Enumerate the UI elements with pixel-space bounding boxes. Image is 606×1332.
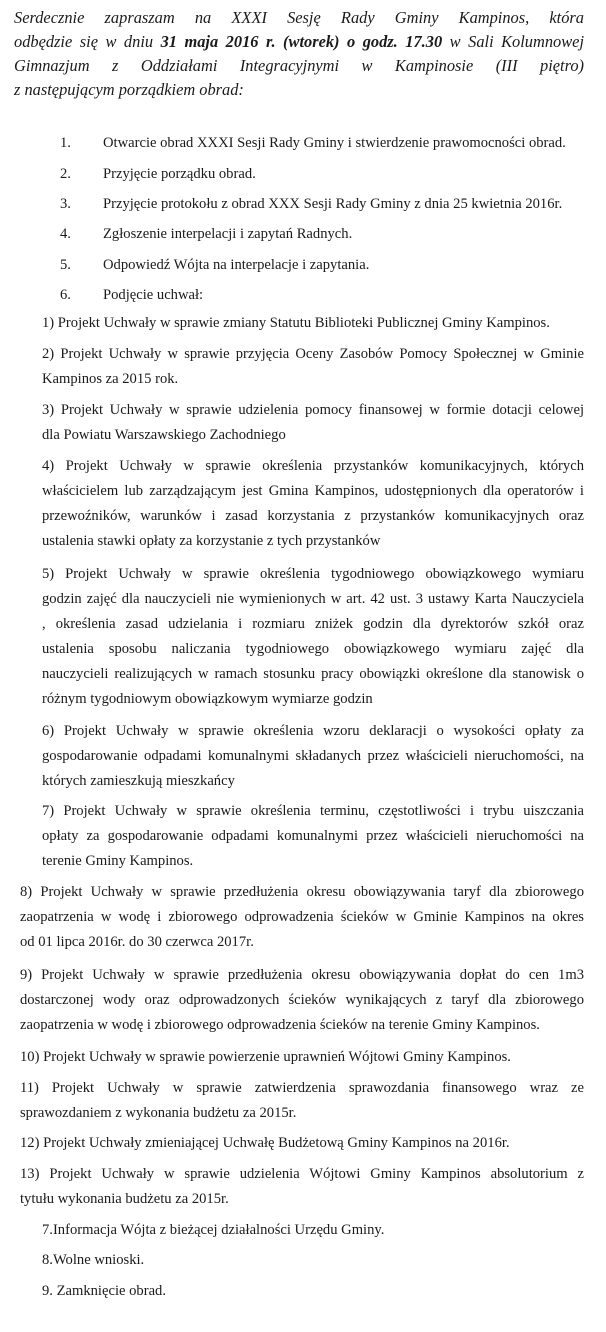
closing-item: 9. Zamknięcie obrad.: [42, 1283, 166, 1299]
invitation-line-2: [14, 30, 584, 54]
resolution-line: 8) Projekt Uchwały w sprawie przedłużenia okresu obowiązywania taryf dla zbiorowego: [20, 884, 584, 900]
resolution-line: ustalenia sposobu naliczania tygodniowego obowiązkowego wymiaru zajęć dla: [42, 641, 584, 657]
resolution-line: dla Powiatu Warszawskiego Zachodniego: [42, 427, 286, 443]
invitation-text: odbędzie się w dniu: [14, 32, 161, 51]
resolution-line: sprawozdaniem z wykonania budżetu za 2015r.: [20, 1105, 297, 1121]
resolution-line: godzin zajęć dla nauczycieli nie wymienionych w art. 42 ust. 3 ustawy Karta Nauczyciela: [42, 591, 584, 607]
resolution-4: [42, 454, 584, 554]
resolution-line: 3) Projekt Uchwały w sprawie udzielenia pomocy finansowej w formie dotacji celowej: [42, 402, 584, 418]
resolution-line: 9) Projekt Uchwały w sprawie przedłużenia okresu obowiązywania dopłat do cen 1m3: [20, 967, 584, 983]
agenda-text: Przyjęcie porządku obrad.: [103, 166, 256, 182]
resolution-2: [42, 342, 584, 392]
agenda-number: 3.: [60, 196, 71, 212]
resolution-line: 13) Projekt Uchwały w sprawie udzielenia Wójtowi Gminy Kampinos absolutorium z: [20, 1166, 584, 1182]
resolution-line: właścicielem lub zarządzającym jest Gmina Kampinos, udostępnionych dla operatorów i: [42, 483, 584, 499]
resolution-line: terenie Gminy Kampinos.: [42, 853, 194, 869]
resolution-line: 5) Projekt Uchwały w sprawie określenia tygodniowego obowiązkowego wymiaru: [42, 566, 584, 582]
invitation-line-3: Gimnazjum z Oddziałami Integracyjnymi w Kampinosie (III piętro): [14, 56, 584, 75]
resolution-13: [20, 1162, 584, 1212]
resolution-line: od 01 lipca 2016r. do 30 czerwca 2017r.: [20, 934, 254, 950]
resolution-line: ustalenia stawki opłaty za korzystanie z tych przystanków: [42, 533, 381, 549]
resolution-10: [20, 1045, 584, 1070]
resolution-line: 2) Projekt Uchwały w sprawie przyjęcia Oceny Zasobów Pomocy Społecznej w Gminie: [42, 346, 584, 362]
invitation-text: w Sali Kolumnowej: [442, 32, 584, 51]
resolution-line: 11) Projekt Uchwały w sprawie zatwierdzenia sprawozdania finansowego wraz ze: [20, 1080, 584, 1096]
resolution-line: tytułu wykonania budżetu za 2015r.: [20, 1191, 229, 1207]
agenda-number: 5.: [60, 257, 71, 273]
agenda-number: 2.: [60, 166, 71, 182]
invitation-line-1: Serdecznie zapraszam na XXXI Sesję Rady Gminy Kampinos, która: [14, 8, 584, 27]
session-date: 31 maja 2016 r. (wtorek) o godz. 17.30: [160, 32, 443, 51]
resolution-line: różnym tygodniowym obowiązkowym wymiarze godzin: [42, 691, 373, 707]
agenda-number: 6.: [60, 287, 71, 303]
resolution-line: 1) Projekt Uchwały w sprawie zmiany Statutu Biblioteki Publicznej Gminy Kampinos.: [42, 315, 550, 331]
closing-item: 8.Wolne wnioski.: [42, 1252, 145, 1268]
closing-item: 7.Informacja Wójta z bieżącej działalności Urzędu Gminy.: [42, 1222, 385, 1238]
resolution-3: [42, 398, 584, 448]
agenda-text: Odpowiedź Wójta na interpelacje i zapytania.: [103, 257, 370, 273]
resolution-7: [42, 799, 584, 874]
agenda-text: Przyjęcie protokołu z obrad XXX Sesji Rady Gminy z dnia 25 kwietnia 2016r.: [103, 196, 563, 212]
agenda-number: 4.: [60, 226, 71, 242]
resolution-line: 4) Projekt Uchwały w sprawie określenia przystanków komunikacyjnych, których: [42, 458, 584, 474]
resolution-line: dostarczonej wody oraz odprowadzonych ścieków wynikających z taryf dla zbiorowego: [20, 992, 584, 1008]
resolution-12: [20, 1131, 584, 1156]
resolution-8: [20, 880, 584, 955]
resolution-line: 7) Projekt Uchwały w sprawie określenia terminu, częstotliwości i trybu uiszczania: [42, 803, 584, 819]
resolution-11: [20, 1076, 584, 1126]
resolution-6: [42, 719, 584, 794]
resolution-line: zaopatrzenia w wodę i zbiorowego odprowadzenia ścieków w Gminie Kampinos na okres: [20, 909, 584, 925]
agenda-number: 1.: [60, 135, 71, 151]
invitation-line-4: z następującym porządkiem obrad:: [14, 80, 244, 99]
agenda-text: Podjęcie uchwał:: [103, 287, 204, 303]
invitation-paragraph: [14, 6, 584, 102]
resolution-9: [20, 963, 584, 1038]
resolution-line: których zamieszkują mieszkańcy: [42, 773, 235, 789]
resolution-line: 6) Projekt Uchwały w sprawie określenia wzoru deklaracji o wysokości opłaty za: [42, 723, 584, 739]
resolution-1: [42, 311, 584, 336]
agenda-text: Zgłoszenie interpelacji i zapytań Radnych.: [103, 226, 353, 242]
resolution-line: gospodarowanie odpadami komunalnymi składanych przez właścicieli nieruchomości, na: [42, 748, 584, 764]
resolution-line: przewoźników, warunków i zasad korzystania z przystanków komunikacyjnych oraz: [42, 508, 584, 524]
resolution-line: opłaty za gospodarowanie odpadami komunalnymi przez właścicieli nieruchomości na: [42, 828, 584, 844]
resolution-line: nauczycieli realizujących w ramach stosunku pracy obowiązki określone dla stanowisk o: [42, 666, 584, 682]
resolution-5: [42, 562, 584, 712]
resolution-line: Kampinos za 2015 rok.: [42, 371, 179, 387]
resolution-line: zaopatrzenia w wodę i zbiorowego odprowadzenia ścieków na terenie Gminy Kampinos.: [20, 1017, 540, 1033]
agenda-text: Otwarcie obrad XXXI Sesji Rady Gminy i stwierdzenie prawomocności obrad.: [103, 135, 566, 151]
resolution-line: 10) Projekt Uchwały w sprawie powierzenie uprawnień Wójtowi Gminy Kampinos.: [20, 1049, 511, 1065]
resolution-line: , określenia zasad udzielania i rozmiaru zniżek godzin dla dyrektorów szkół oraz: [42, 616, 584, 632]
resolution-line: 12) Projekt Uchwały zmieniającej Uchwałę Budżetową Gminy Kampinos na 2016r.: [20, 1135, 510, 1151]
